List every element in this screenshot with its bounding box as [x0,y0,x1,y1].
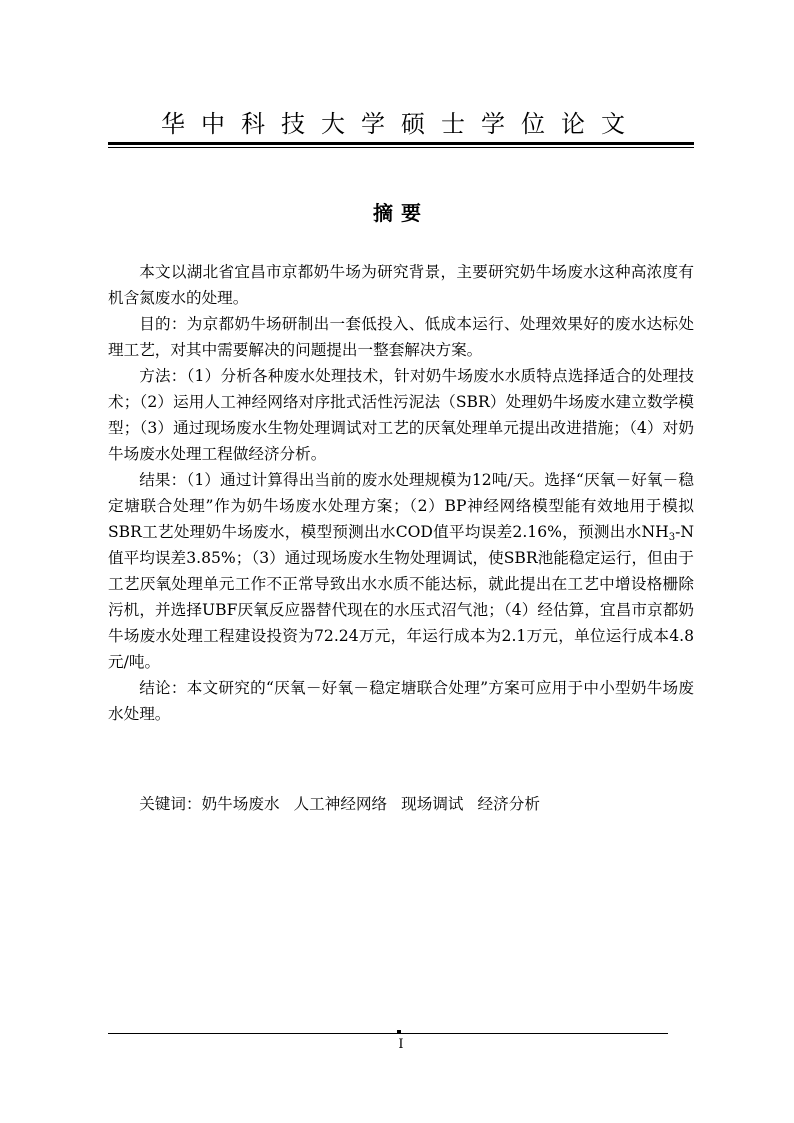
header-rule-thick [108,142,694,145]
footer-rule [108,1033,668,1034]
abstract-paragraph-purpose: 目的：为京都奶牛场研制出一套低投入、低成本运行、处理效果好的废水达标处理工艺，对其中需要解决的问题提出一整套解决方案。 [108,315,694,359]
page-number: I [398,1037,404,1052]
keyword-item: 奶牛场废水 [201,795,280,813]
keywords-label: 关键词： [139,795,202,813]
abstract-paragraph-methods: 方法：（1）分析各种废水处理技术，针对奶牛场废水水质特点选择适合的处理技术；（2）运用人工神经网络对序批式活性污泥法（SBR）处理奶牛场废水建立数学模型；（3）通过现场废水生物处理调试对工艺的厌氧处理单元提出改进措施；（4）对奶牛场废水处理工程做经济分析。 [108,367,694,463]
running-header-title: 华中科技大学硕士学位论文 [161,110,641,138]
abstract-heading: 摘要 [373,201,429,225]
keyword-item: 人工神经网络 [293,795,388,813]
footer-rule-mark [397,1030,401,1034]
abstract-paragraph-background: 本文以湖北省宜昌市京都奶牛场为研究背景，主要研究奶牛场废水这种高浓度有机含氮废水的处理。 [108,263,694,307]
keyword-item: 现场调试 [401,795,464,813]
abstract-body [108,259,694,727]
results-subscript: 3 [668,532,676,543]
header-rule-thin [108,147,694,148]
keywords-line [108,791,694,817]
results-text-part1: 结果：（1）通过计算得出当前的废水处理规模为12吨/天。选择“厌氧－好氧－稳定塘联合处理”作为奶牛场废水处理方案；（2）BP神经网络模型能有效地用于模拟SBR工艺处理奶牛场废水，模型预测出水COD值平均误差2.16%，预测出水NH [108,471,694,541]
abstract-paragraph-results [108,467,694,675]
abstract-paragraph-conclusion: 结论：本文研究的“厌氧－好氧－稳定塘联合处理”方案可应用于中小型奶牛场废水处理。 [108,679,694,723]
keyword-item: 经济分析 [477,795,540,813]
results-text-part2: -N值平均误差3.85%；（3）通过现场废水生物处理调试，使SBR池能稳定运行，但由于工艺厌氧处理单元工作不正常导致出水水质不能达标，就此提出在工艺中增设格栅除污机，并选择UBF厌氧反应器替代现在的水压式沼气池；（4）经估算，宜昌市京都奶牛场废水处理工程建设投资为72.24万元，年运行成本为2.1万元，单位运行成本4.8元/吨。 [108,523,694,671]
